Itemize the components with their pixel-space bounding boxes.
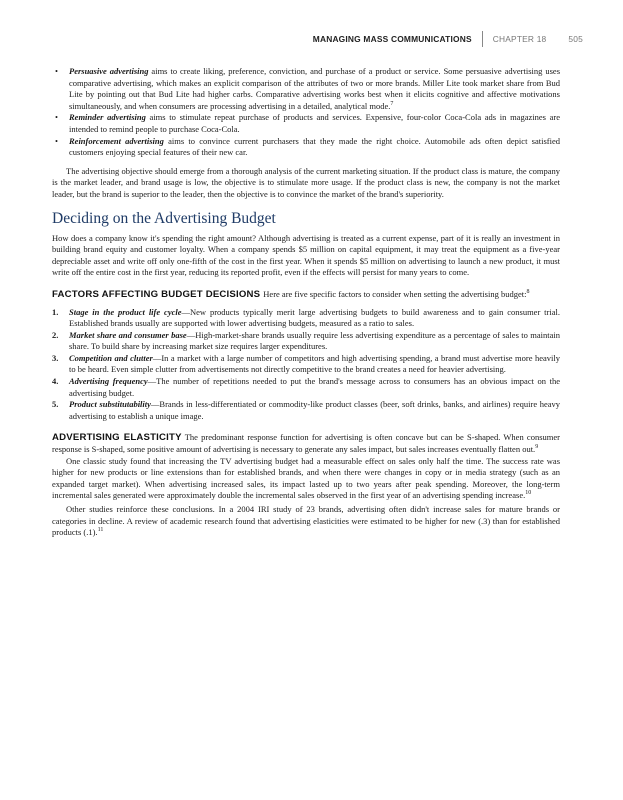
list-term: Persuasive advertising bbox=[69, 66, 149, 76]
subsection-heading: FACTORS AFFECTING BUDGET DECISIONS bbox=[52, 288, 261, 300]
list-term: Reminder advertising bbox=[69, 112, 146, 123]
running-header bbox=[60, 31, 583, 47]
list-number: 2. bbox=[52, 329, 59, 340]
list-text: —In a market with a large number of competitors and high advertising spending, a brand must advertise more heavily to be heard. Even simple clutter from advertisements not directly competitive to the brand creates a need for heavier advertising. bbox=[69, 352, 561, 375]
study-paragraph bbox=[52, 456, 560, 502]
list-number: 5. bbox=[52, 399, 59, 410]
factors-intro-text: Here are five specific factors to consider when setting the advertising budget: bbox=[263, 288, 527, 299]
page-body bbox=[52, 66, 560, 539]
study-text: One classic study found that increasing the TV advertising budget had a measurable effect on sales only half the time. The success rate was higher for new products or line extensions than for established brands, and when there were changes in copy or in media strategy (such as an expanded target market). When advertising increased sales, its impact lasted up to two years after peak spending. Moreover, the long-term incremental sales generated were approximately double the incremental sales observed in the first year of an advertising spending increase. bbox=[52, 455, 560, 501]
list-text: aims to convince current purchasers that they made the right choice. Automobile ads often depict satisfied customers enjoying special features of their new car. bbox=[69, 135, 560, 158]
footnote-ref: 8 bbox=[526, 289, 530, 296]
list-item bbox=[52, 66, 560, 112]
elasticity-text: The predominant response function for advertising is often concave but can be S-shaped. When consumer response is S-shaped, some positive amount of advertising is necessary to generate any sales impact, but sales increases eventually flatten out. bbox=[52, 432, 560, 455]
list-term: Stage in the product life cycle bbox=[69, 306, 182, 317]
list-item bbox=[52, 353, 560, 376]
list-term: Market share and consumer base bbox=[69, 329, 187, 340]
list-term: Product substitutability bbox=[69, 399, 151, 410]
list-item bbox=[52, 399, 560, 422]
page-number: 505 bbox=[568, 34, 583, 44]
subsection-heading: ADVERTISING ELASTICITY bbox=[52, 432, 182, 444]
factors-intro bbox=[52, 289, 560, 301]
list-number: 3. bbox=[52, 352, 59, 363]
bullet-icon: • bbox=[55, 112, 58, 123]
iri-paragraph bbox=[52, 504, 560, 539]
chapter-label: CHAPTER 18 bbox=[492, 34, 547, 44]
list-text: aims to stimulate repeat purchase of products and services. Expensive, four-color Coca-Cola ads in magazines are intended to remind people to purchase Coca-Cola. bbox=[69, 112, 560, 134]
list-text: —New products typically merit large advertising budgets to build awareness and to gain consumer trial. Established brands usually are supported with lower advertising budgets, measured as a ratio to sales. bbox=[69, 306, 560, 329]
list-number: 1. bbox=[52, 306, 59, 317]
iri-text: Other studies reinforce these conclusions. In a 2004 IRI study of 23 brands, advertising often didn't increase sales for mature brands or categories in decline. A review of academic research found that advertising elasticities were estimated to be higher for new (.3) than for established products (.1). bbox=[52, 504, 560, 538]
advertising-types-list bbox=[52, 66, 560, 159]
running-header-title: MANAGING MASS COMMUNICATIONS bbox=[312, 34, 472, 44]
bullet-icon: • bbox=[55, 66, 58, 76]
list-item bbox=[52, 307, 560, 330]
list-term: Competition and clutter bbox=[69, 352, 153, 363]
list-text: —The number of repetitions needed to put the brand's message across to consumers has an obvious impact on the advertising budget. bbox=[69, 376, 560, 398]
list-number: 4. bbox=[52, 376, 59, 387]
footnote-ref: 7 bbox=[390, 100, 394, 107]
list-item bbox=[52, 330, 560, 353]
list-term: Advertising frequency bbox=[69, 376, 148, 387]
list-text: —High-market-share brands usually require less advertising expenditure as a percentage of sales to maintain share. To build share by increasing market size requires larger expenditures. bbox=[69, 329, 561, 352]
footnote-ref: 9 bbox=[535, 444, 539, 451]
list-item bbox=[52, 112, 560, 135]
budget-paragraph: How does a company know it's spending the right amount? Although advertising is treated as a current expense, part of it is really an investment in building brand equity and customer loyalty. When a company spends $5 million on capital equipment, it may treat the equipment as a five-year depreciable asset and write off only one-fifth of the cost in the first year. When it spends $5 million on advertising to launch a new product, it must write off the entire cost in the first year, reducing its reported profit, even if the effects will persist for many years to come. bbox=[52, 232, 560, 278]
list-item bbox=[52, 376, 560, 399]
footnote-ref: 10 bbox=[525, 490, 532, 497]
list-term: Reinforcement advertising bbox=[69, 135, 164, 146]
section-heading: Deciding on the Advertising Budget bbox=[52, 209, 276, 227]
list-text: —Brands in less-differentiated or commodity-like product classes (beer, soft drinks, banks, and airlines) require heavy advertising to establish a unique image. bbox=[69, 399, 560, 421]
footnote-ref: 11 bbox=[97, 527, 104, 534]
list-item bbox=[52, 136, 560, 159]
objective-paragraph: The advertising objective should emerge from a thorough analysis of the current marketing situation. If the product class is mature, the company is the market leader, and brand usage is low, the objective is to stimulate more usage. If the product class is new, the company is not the market leader, but the brand is superior to the leader, then the objective is to convince the market of the brand's superiority. bbox=[52, 165, 560, 199]
bullet-icon: • bbox=[55, 135, 58, 146]
budget-factors-list bbox=[52, 307, 560, 423]
elasticity-paragraph bbox=[52, 432, 560, 455]
list-text: aims to create liking, preference, conviction, and purchase of a product or service. Some persuasive advertising uses comparative advertising, which makes an explicit comparison of the attributes of two or more brands. Miller Lite took market share from Bud Lite by pointing out that Bud Lite had higher carbs. Comparative advertising works best when it elicits cognitive and affective motivations simultaneously, and when consumers are processing advertising in a detailed, analytical mode. bbox=[69, 66, 561, 111]
header-divider bbox=[482, 31, 483, 47]
